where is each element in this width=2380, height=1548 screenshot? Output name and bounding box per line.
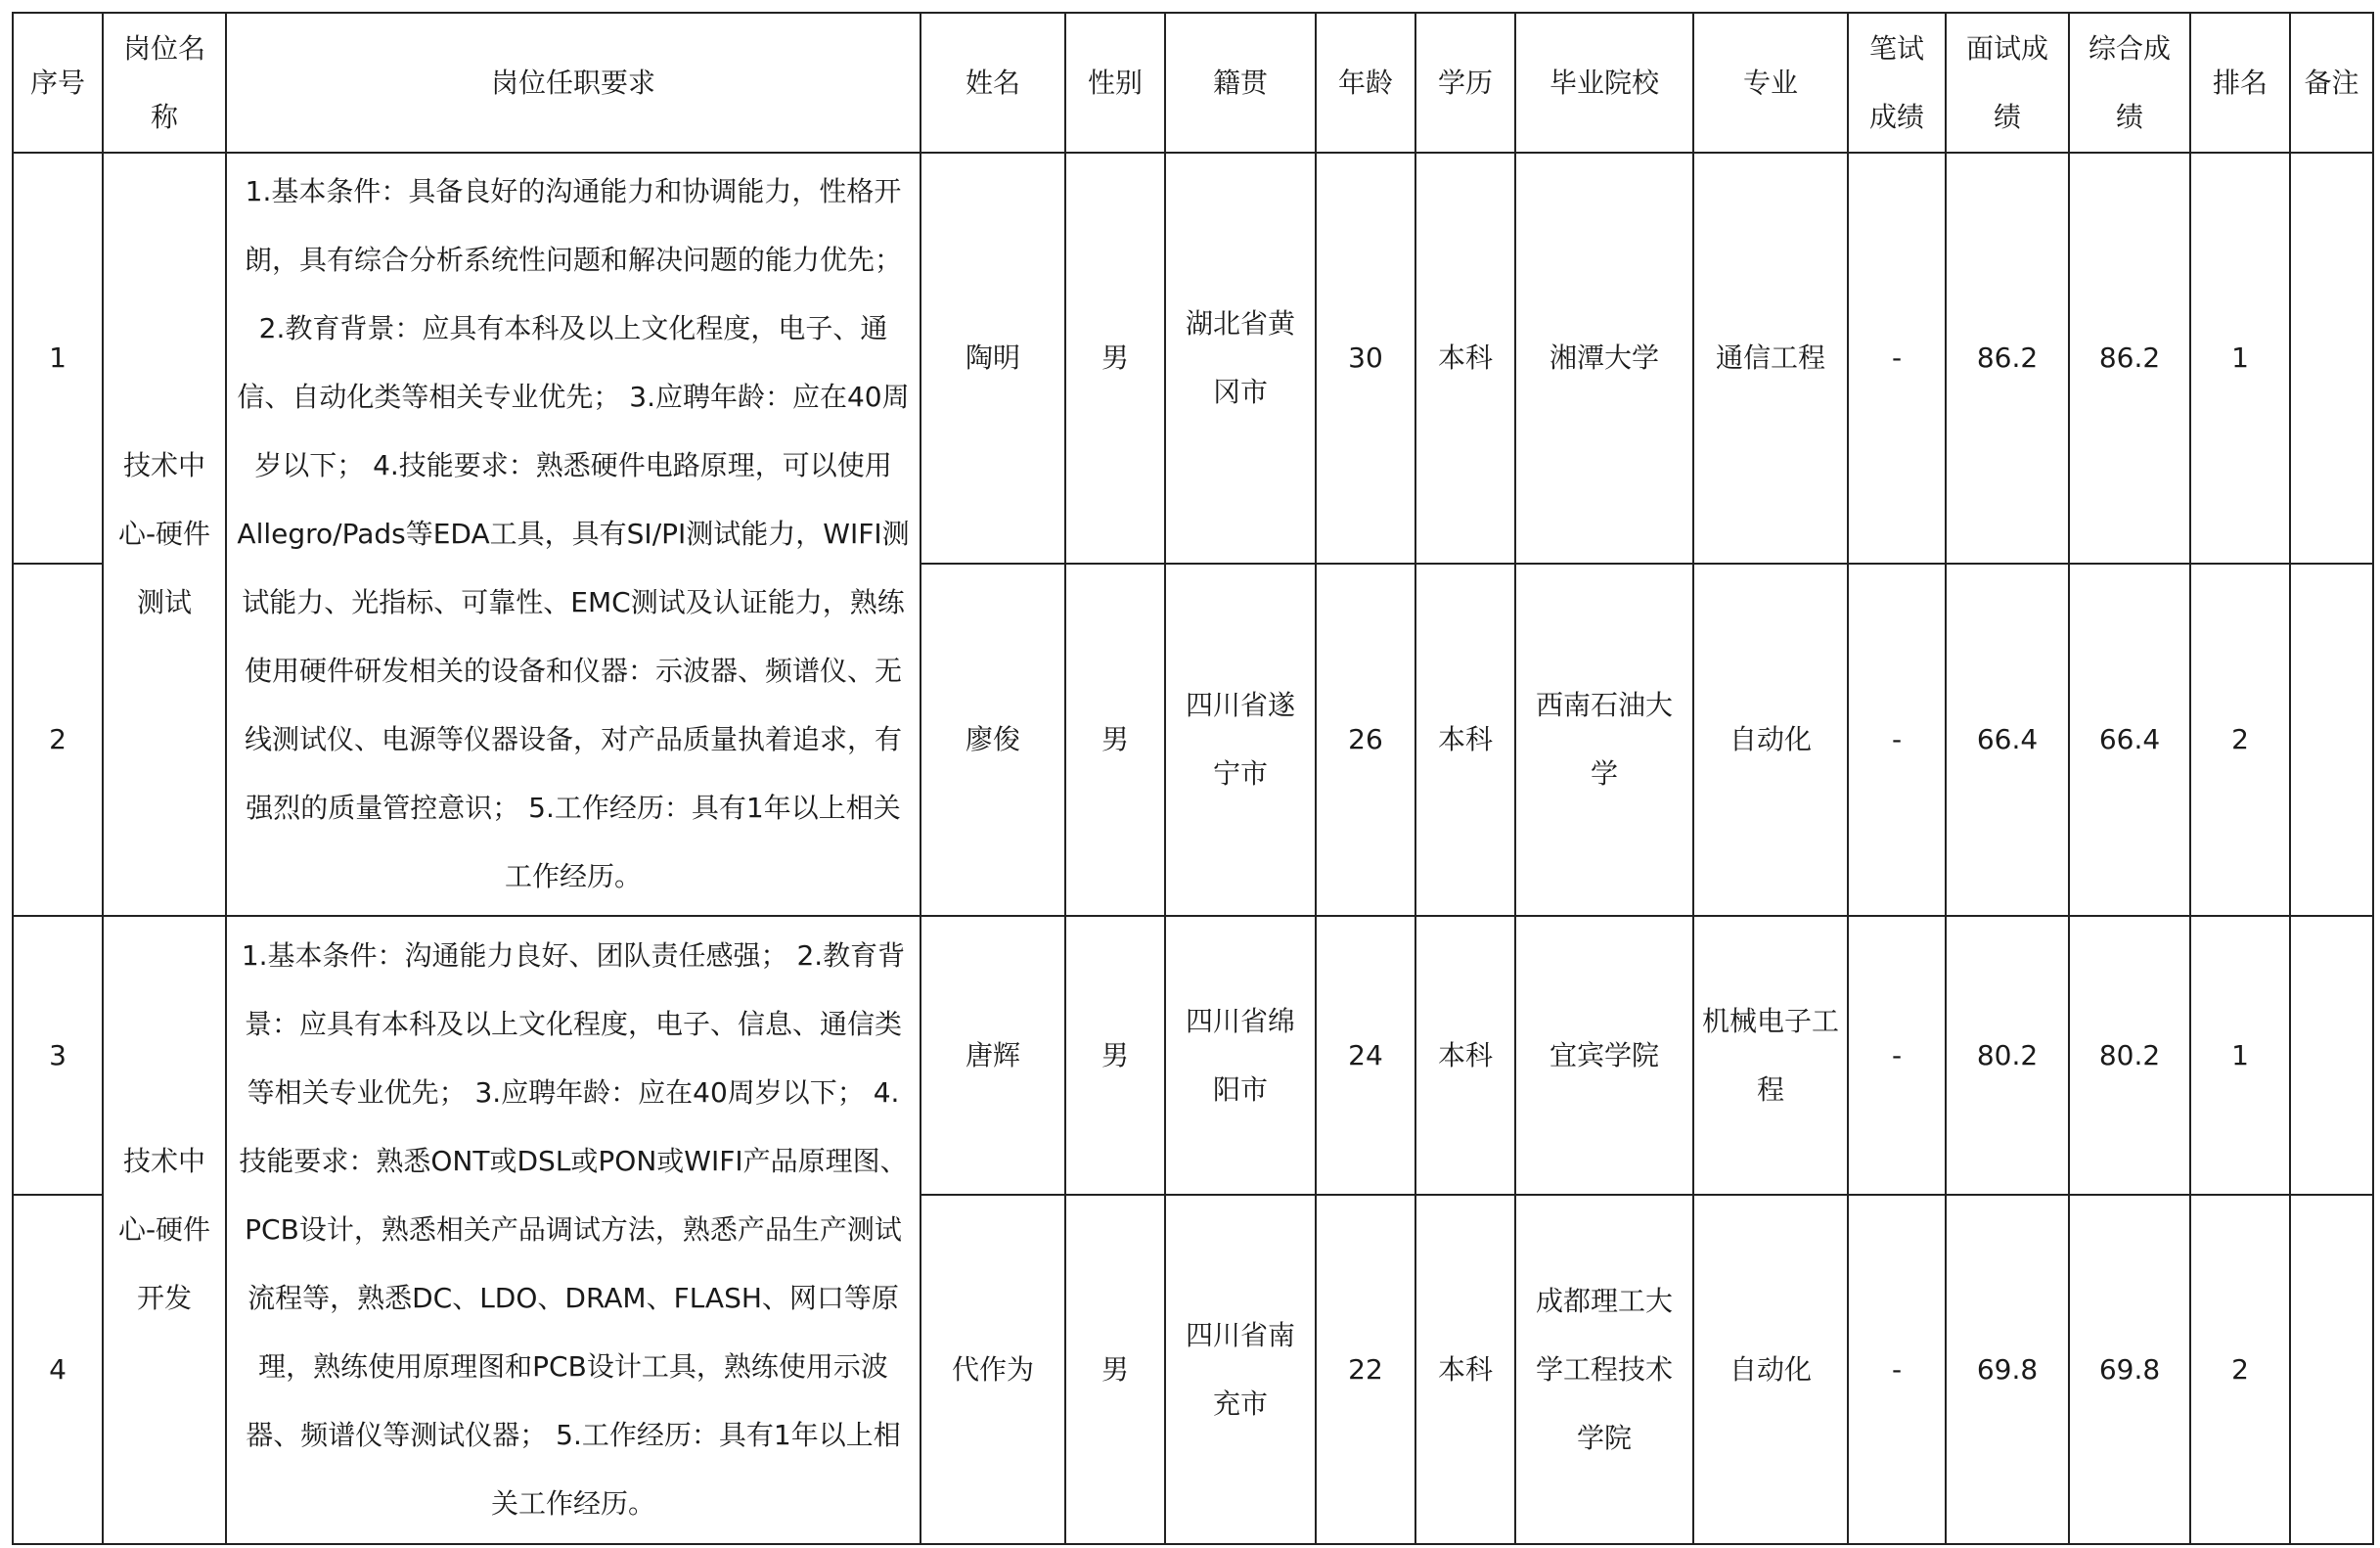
cell-major: 通信工程	[1693, 153, 1848, 564]
cell-school: 成都理工大学工程技术学院	[1515, 1195, 1693, 1544]
cell-school: 湘潭大学	[1515, 153, 1693, 564]
cell-education: 本科	[1415, 916, 1515, 1195]
cell-interview-score: 69.8	[1946, 1195, 2069, 1544]
cell-major: 机械电子工程	[1693, 916, 1848, 1195]
cell-school: 宜宾学院	[1515, 916, 1693, 1195]
cell-age: 26	[1316, 564, 1415, 916]
cell-origin: 四川省绵阳市	[1165, 916, 1316, 1195]
cell-requirements-hardware-dev: 1.基本条件：沟通能力良好、团队责任感强； 2.教育背景：应具有本科及以上文化程度，电子、信息、通信类等相关专业优先； 3.应聘年龄：应在40周岁以下； 4.技能要求：熟悉ONT或DSL或PON或WIFI产品原理图、PCB设计，熟悉相关产品调试方法，熟悉产品生产测试流程等，熟悉DC、LDO、DRAM、FLASH、网口等原理，熟练使用原理图和PCB设计工具，熟练使用示波器、频谱仪等测试仪器； 5.工作经历：具有1年以上相关工作经历。	[226, 916, 921, 1544]
cell-gender: 男	[1065, 564, 1165, 916]
cell-gender: 男	[1065, 1195, 1165, 1544]
cell-origin: 四川省遂宁市	[1165, 564, 1316, 916]
header-name: 姓名	[921, 13, 1065, 153]
cell-origin: 湖北省黄冈市	[1165, 153, 1316, 564]
cell-interview-score: 86.2	[1946, 153, 2069, 564]
cell-seq: 3	[13, 916, 103, 1195]
cell-requirements-hardware-test: 1.基本条件：具备良好的沟通能力和协调能力，性格开朗，具有综合分析系统性问题和解决问题的能力优先； 2.教育背景：应具有本科及以上文化程度，电子、通信、自动化类等相关专业优先； 3.应聘年龄：应在40周岁以下； 4.技能要求：熟悉硬件电路原理，可以使用Allegro/Pads等EDA工具，具有SI/PI测试能力，WIFI测试能力、光指标、可靠性、EMC测试及认证能力，熟练使用硬件研发相关的设备和仪器：示波器、频谱仪、无线测试仪、电源等仪器设备，对产品质量执着追求，有强烈的质量管控意识； 5.工作经历：具有1年以上相关工作经历。	[226, 153, 921, 916]
cell-origin: 四川省南充市	[1165, 1195, 1316, 1544]
cell-written-score: -	[1848, 916, 1946, 1195]
cell-seq: 4	[13, 1195, 103, 1544]
cell-age: 24	[1316, 916, 1415, 1195]
cell-gender: 男	[1065, 916, 1165, 1195]
cell-name: 代作为	[921, 1195, 1065, 1544]
cell-education: 本科	[1415, 1195, 1515, 1544]
cell-position-hardware-test: 技术中心-硬件测试	[103, 153, 226, 916]
cell-rank: 2	[2190, 564, 2290, 916]
cell-rank: 2	[2190, 1195, 2290, 1544]
table-row	[13, 916, 2373, 1195]
cell-age: 22	[1316, 1195, 1415, 1544]
cell-rank: 1	[2190, 153, 2290, 564]
cell-remark	[2290, 153, 2373, 564]
header-major: 专业	[1693, 13, 1848, 153]
header-written-score: 笔试成绩	[1848, 13, 1946, 153]
header-requirements: 岗位任职要求	[226, 13, 921, 153]
cell-school: 西南石油大学	[1515, 564, 1693, 916]
cell-interview-score: 80.2	[1946, 916, 2069, 1195]
cell-education: 本科	[1415, 564, 1515, 916]
cell-total-score: 66.4	[2069, 564, 2190, 916]
cell-remark	[2290, 564, 2373, 916]
header-total-score: 综合成绩	[2069, 13, 2190, 153]
cell-rank: 1	[2190, 916, 2290, 1195]
header-education: 学历	[1415, 13, 1515, 153]
cell-major: 自动化	[1693, 1195, 1848, 1544]
cell-written-score: -	[1848, 1195, 1946, 1544]
header-seq: 序号	[13, 13, 103, 153]
cell-name: 唐辉	[921, 916, 1065, 1195]
cell-seq: 1	[13, 153, 103, 564]
results-table	[12, 12, 2374, 1545]
cell-position-hardware-dev: 技术中心-硬件开发	[103, 916, 226, 1544]
header-origin: 籍贯	[1165, 13, 1316, 153]
header-school: 毕业院校	[1515, 13, 1693, 153]
cell-seq: 2	[13, 564, 103, 916]
header-interview-score: 面试成绩	[1946, 13, 2069, 153]
header-rank: 排名	[2190, 13, 2290, 153]
cell-interview-score: 66.4	[1946, 564, 2069, 916]
cell-total-score: 80.2	[2069, 916, 2190, 1195]
header-age: 年龄	[1316, 13, 1415, 153]
cell-total-score: 86.2	[2069, 153, 2190, 564]
cell-gender: 男	[1065, 153, 1165, 564]
header-gender: 性别	[1065, 13, 1165, 153]
header-remark: 备注	[2290, 13, 2373, 153]
header-row	[13, 13, 2373, 153]
cell-name: 廖俊	[921, 564, 1065, 916]
cell-written-score: -	[1848, 153, 1946, 564]
cell-total-score: 69.8	[2069, 1195, 2190, 1544]
cell-written-score: -	[1848, 564, 1946, 916]
cell-remark	[2290, 1195, 2373, 1544]
cell-name: 陶明	[921, 153, 1065, 564]
header-position: 岗位名称	[103, 13, 226, 153]
cell-education: 本科	[1415, 153, 1515, 564]
cell-age: 30	[1316, 153, 1415, 564]
cell-remark	[2290, 916, 2373, 1195]
cell-major: 自动化	[1693, 564, 1848, 916]
table-row	[13, 153, 2373, 564]
